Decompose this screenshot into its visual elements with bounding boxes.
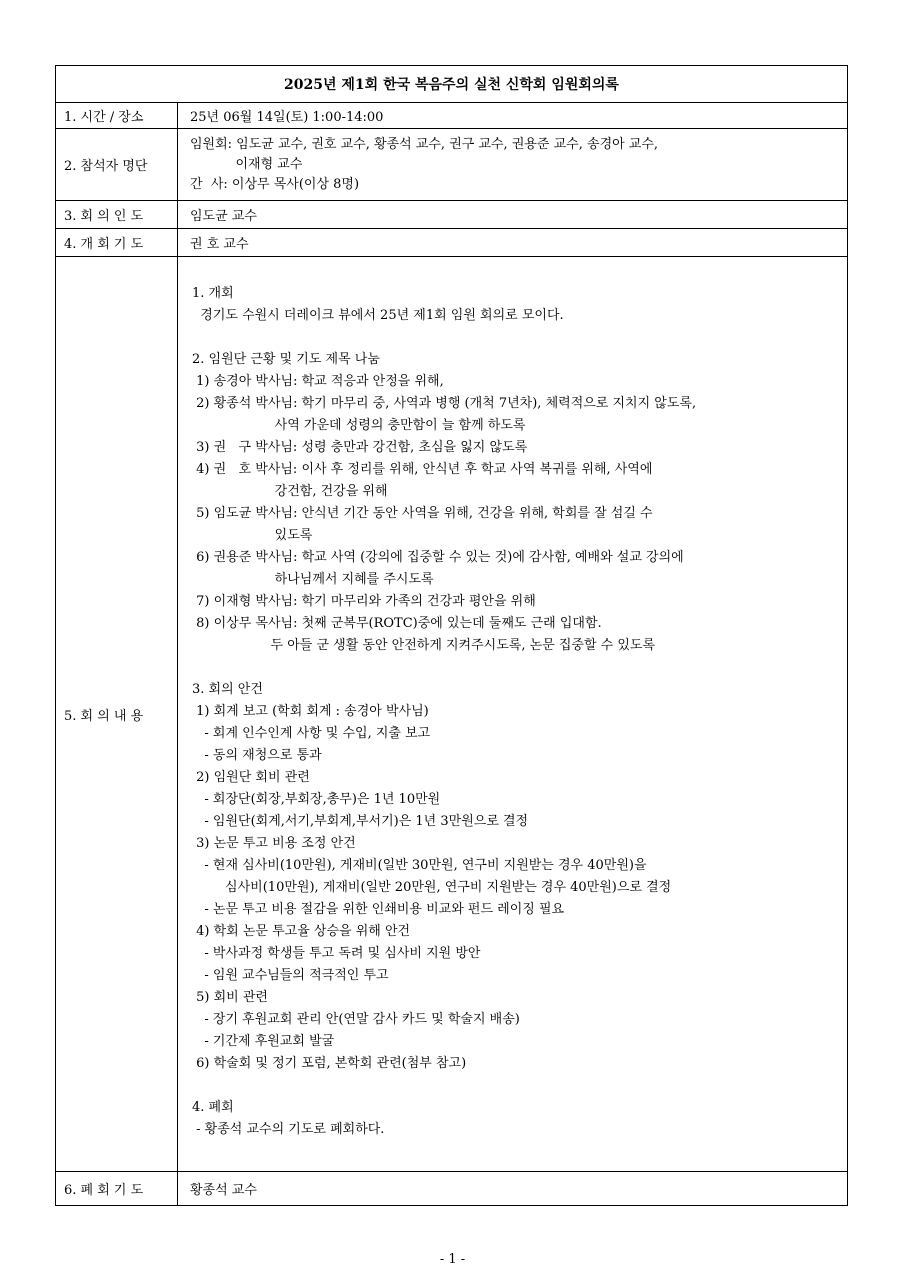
content-line: 2. 임원단 근황 및 기도 제목 나눔 [192,352,380,367]
content-line [192,1075,847,1097]
content-line [192,657,847,679]
content-line: 심사비(10만원), 게재비(일반 20만원, 연구비 지원받는 경우 40만원)으로 결정 [192,880,672,895]
content-line: 3) 논문 투고 비용 조정 안건 [192,836,356,851]
document-title: 2025년 제1회 한국 복음주의 실천 신학회 임원회의록 [56,66,848,103]
closing-prayer-value: 황종석 교수 [178,1172,848,1206]
content-line: 3) 권 구 박사님: 성령 충만과 강건함, 초심을 잃지 않도록 [192,440,528,455]
closing-prayer-label: 6. 폐 회 기 도 [56,1172,178,1206]
content-lines [178,257,847,1171]
content-line: 7) 이재형 박사님: 학기 마무리와 가족의 건강과 평안을 위해 [192,594,536,609]
time-label: 1. 시간 / 장소 [56,103,178,129]
moderator-value: 임도균 교수 [178,201,848,229]
opening-prayer-value: 권 호 교수 [178,229,848,257]
opening-prayer-label: 4. 개 회 기 도 [56,229,178,257]
attendees-line: 이재형 교수 [190,156,303,172]
attendees-list [178,129,848,201]
content-line: 5) 회비 관련 [192,990,268,1005]
attendees-row [56,129,848,201]
content-line: 사역 가운데 성령의 충만함이 늘 함께 하도록 [192,418,526,433]
content-line: 1) 회계 보고 (학회 회계 : 송경아 박사님) [192,704,429,719]
content-line: 하나님께서 지혜를 주시도록 [192,572,434,587]
time-row [56,103,848,129]
content-line: 4) 권 호 박사님: 이사 후 정리를 위해, 안식년 후 학교 사역 복귀를 위해, 사역에 [192,462,653,477]
opening-prayer-row [56,229,848,257]
content-row [56,257,848,1172]
moderator-label: 3. 회 의 인 도 [56,201,178,229]
content-line: - 장기 후원교회 관리 안(연말 감사 카드 및 학술지 배송) [192,1012,520,1027]
content-line: 있도록 [192,528,313,543]
content-body [178,257,848,1172]
attendees-line: 임원회: 임도균 교수, 권호 교수, 황종석 교수, 권구 교수, 권용준 교수, 송경아 교수, [190,136,659,152]
content-line [192,327,847,349]
content-line: 5) 임도균 박사님: 안식년 기간 동안 사역을 위해, 건강을 위해, 학회를 잘 섬길 수 [192,506,653,521]
content-line: 1) 송경아 박사님: 학교 적응과 안정을 위해, [192,374,444,389]
content-line: 6) 권용준 박사님: 학교 사역 (강의에 집중할 수 있는 것)에 감사함, 예배와 설교 강의에 [192,550,684,565]
content-label: 5. 회 의 내 용 [56,257,178,1172]
content-line: 강건함, 건강을 위해 [192,484,388,499]
content-line: 8) 이상무 목사님: 첫째 군복무(ROTC)중에 있는데 둘째도 근래 입대함. [192,616,602,631]
title-row [56,66,848,103]
content-line: - 박사과정 학생들 투고 독려 및 심사비 지원 방안 [192,946,481,961]
content-line: - 임원 교수님들의 적극적인 투고 [192,968,389,983]
content-line: 1. 개회 [192,286,234,301]
content-line: 4. 폐회 [192,1100,234,1115]
content-line: - 황종석 교수의 기도로 폐회하다. [192,1122,385,1137]
content-line: 2) 임원단 회비 관련 [192,770,310,785]
content-line: - 논문 투고 비용 절감을 위한 인쇄비용 비교와 펀드 레이징 필요 [192,902,565,917]
page-number: - 1 - [439,1252,466,1267]
content-line: 4) 학회 논문 투고율 상승을 위해 안건 [192,924,411,939]
content-line: - 동의 재청으로 통과 [192,748,322,763]
time-value: 25년 06월 14일(토) 1:00-14:00 [178,103,848,129]
minutes-table [55,65,848,1206]
closing-prayer-row [56,1172,848,1206]
content-line: 3. 회의 안건 [192,682,263,697]
content-line: 6) 학술회 및 정기 포럼, 본학회 관련(첨부 참고) [192,1056,467,1071]
content-line: 경기도 수원시 더레이크 뷰에서 25년 제1회 임원 회의로 모이다. [192,308,564,323]
moderator-row [56,201,848,229]
content-line: 2) 황종석 박사님: 학기 마무리 중, 사역과 병행 (개척 7년차), 체력적으로 지치지 않도록, [192,396,697,411]
attendees-line: 간 사: 이상무 목사(이상 8명) [190,176,360,192]
content-line: - 임원단(회계,서기,부회계,부서기)은 1년 3만원으로 결정 [192,814,529,829]
content-line: 두 아들 군 생활 동안 안전하게 지켜주시도록, 논문 집중할 수 있도록 [192,638,656,653]
content-line: - 회장단(회장,부회장,총무)은 1년 10만원 [192,792,441,807]
content-line: - 기간제 후원교회 발굴 [192,1034,335,1049]
content-line: - 회계 인수인계 사항 및 수입, 지출 보고 [192,726,431,741]
content-line: - 현재 심사비(10만원), 게재비(일반 30만원, 연구비 지원받는 경우 40만원)을 [192,858,647,873]
attendees-label: 2. 참석자 명단 [56,129,178,201]
